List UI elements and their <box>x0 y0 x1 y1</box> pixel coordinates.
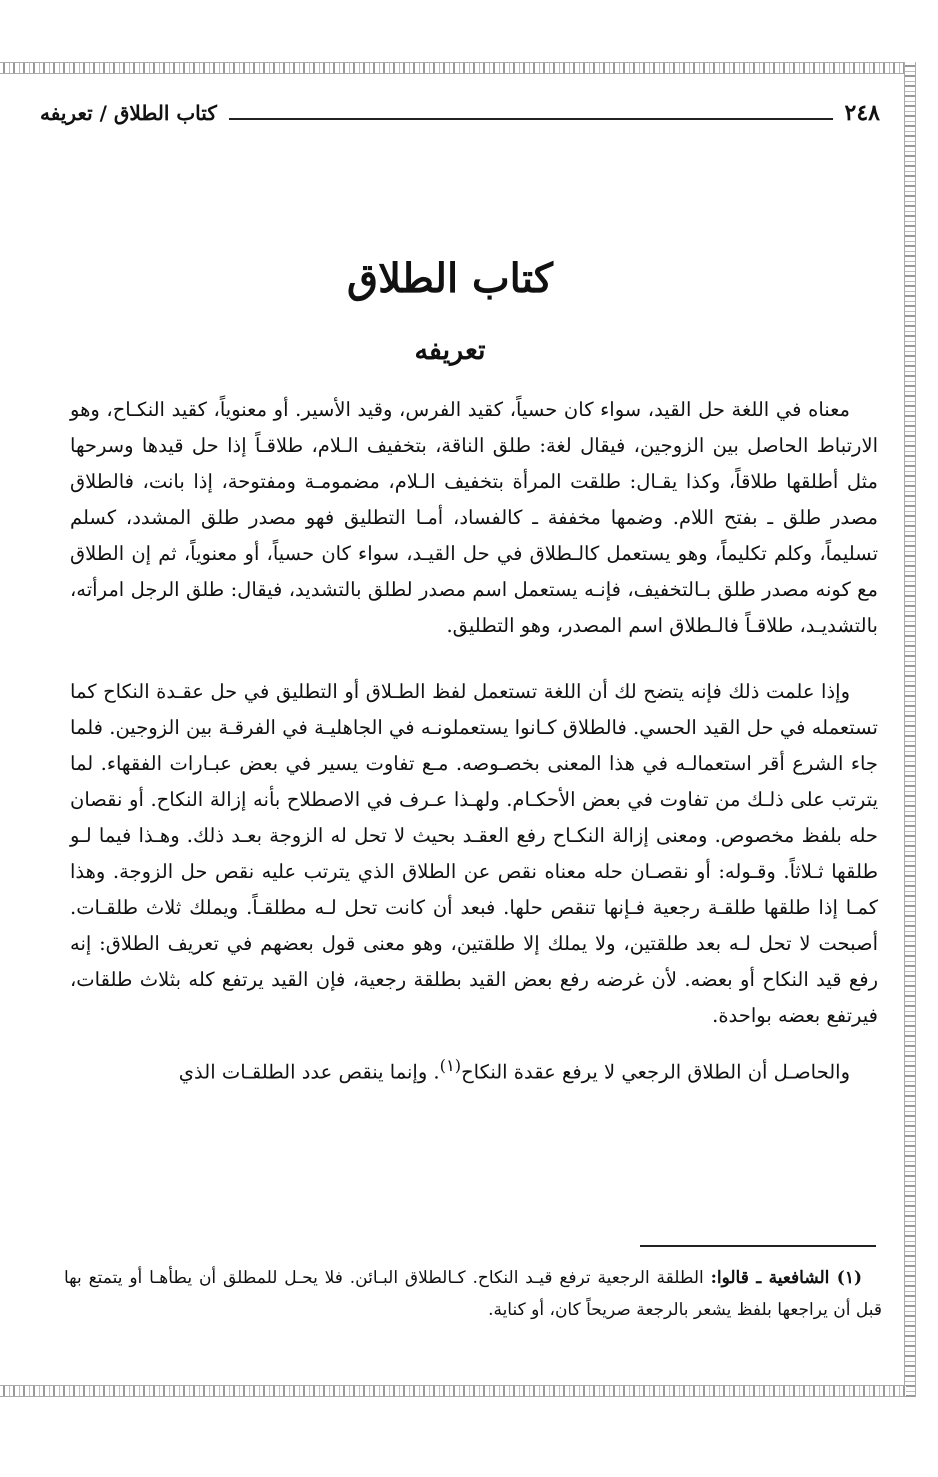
footnote <box>64 1262 882 1326</box>
paragraph-3 <box>70 1048 878 1091</box>
paragraph-3-text: والحاصـل أن الطلاق الرجعي لا يرفع عقدة النكاح <box>461 1060 850 1084</box>
section-title: تعريفه <box>414 335 486 366</box>
paragraph-1: معناه في اللغة حل القيد، سواء كان حسياً، كقيد الفرس، وقيد الأسير. أو معنوياً، كقيد النكـاح، وهو الارتباط الحاصل بين الزوجين، فيقال لغة: طلق الناقة، بتخفيف الـلام، طلاقـاً إذا حل قيدها وسرحها مثل أطلقها طلاقاً، وكذا يقـال: طلقت المرأة بتخفيف الـلام، مضمومـة ومفتوحة، إذا بانت، فالطلاق مصدر طلق ـ بفتح اللام. وضمها مخففة ـ كالفساد، أمـا التطليق فهو مصدر طلق المشدد، كسلم تسليماً، وكلم تكليماً، وهو يستعمل كالـطلاق في حل القيـد، سواء كان حسياً، أو معنوياً، ثم إن الطلاق مع كونه مصدر طلق بـالتخفيف، فإنـه يستعمل اسم مصدر لطلق بالتشديد، فيقال: طلق الرجل امرأته، بالتشديـد، طلاقـاً فالـطلاق اسم المصدر، وهو التطليق. <box>70 398 878 637</box>
page-header <box>40 96 880 130</box>
decorative-border-right <box>904 62 916 1397</box>
decorative-border-bottom <box>0 1385 906 1397</box>
header-rule <box>229 118 833 120</box>
footnote-label: (١) الشافعية ـ قالوا: <box>710 1268 862 1288</box>
decorative-border-top <box>0 62 906 74</box>
paragraph-3-text-continued: . وإنما ينقص عدد الطلقـات الذي <box>178 1060 440 1084</box>
footnote-rule <box>640 1245 876 1247</box>
footnote-text: الطلقة الرجعية ترفع قيـد النكاح. كـالطلاق البـائن. فلا يحـل للمطلق أن يطأهـا أو يتمتع بها قبل أن يراجعها بلفظ يشعر بالرجعة صريحاً كان، أو كناية. <box>64 1268 882 1320</box>
page-number: ٢٤٨ <box>844 100 880 126</box>
running-title: كتاب الطلاق / تعريفه <box>40 101 217 125</box>
footnote-marker[interactable]: (١) <box>439 1056 462 1075</box>
chapter-title: كتاب الطلاق <box>347 255 553 302</box>
paragraph-2: وإذا علمت ذلك فإنه يتضح لك أن اللغة تستعمل لفظ الطـلاق أو التطليق في حل عقـدة النكاح كما تستعمله في حل القيد الحسي. فالطلاق كـانوا يستعملونـه في الجاهليـة في الفرقـة بين الزوجين. فلما جاء الشرع أقر استعمالـه في هذا المعنى بخصـوصه. مـع تفاوت يسير في بعض عبـارات الفقهاء. لما يترتب على ذلـك من تفاوت في بعض الأحكـام. ولهـذا عـرف في الاصطلاح بأنه إزالة النكاح. أو نقصان حله بلفظ مخصوص. ومعنى إزالة النكـاح رفع العقـد بحيث لا تحل له الزوجة بعـد ذلك. وهـذا فيما لـو طلقها ثـلاثاً. وقـوله: أو نقصـان حله معناه نقص عن الطلاق الذي يترتب عليه نقص حل الزوجة. وهذا كمـا إذا طلقها طلقـة رجعية فـإنها تنقص حلها. فبعد أن كانت تحل لـه مطلقـاً. ويملك ثلاث طلقـات. أصبحت لا تحل لـه بعد طلقتين، ولا يملك إلا طلقتين، وهو معنى قول بعضهم في تعريف الطلاق: إنه رفع قيد النكاح أو بعضه. لأن غرضه رفع بعض القيد بطلقة رجعية، فإن القيد يرتفع كله بثلاث طلقات، فيرتفع بعضه بواحدة. <box>70 680 878 1027</box>
body-text <box>70 392 878 1091</box>
